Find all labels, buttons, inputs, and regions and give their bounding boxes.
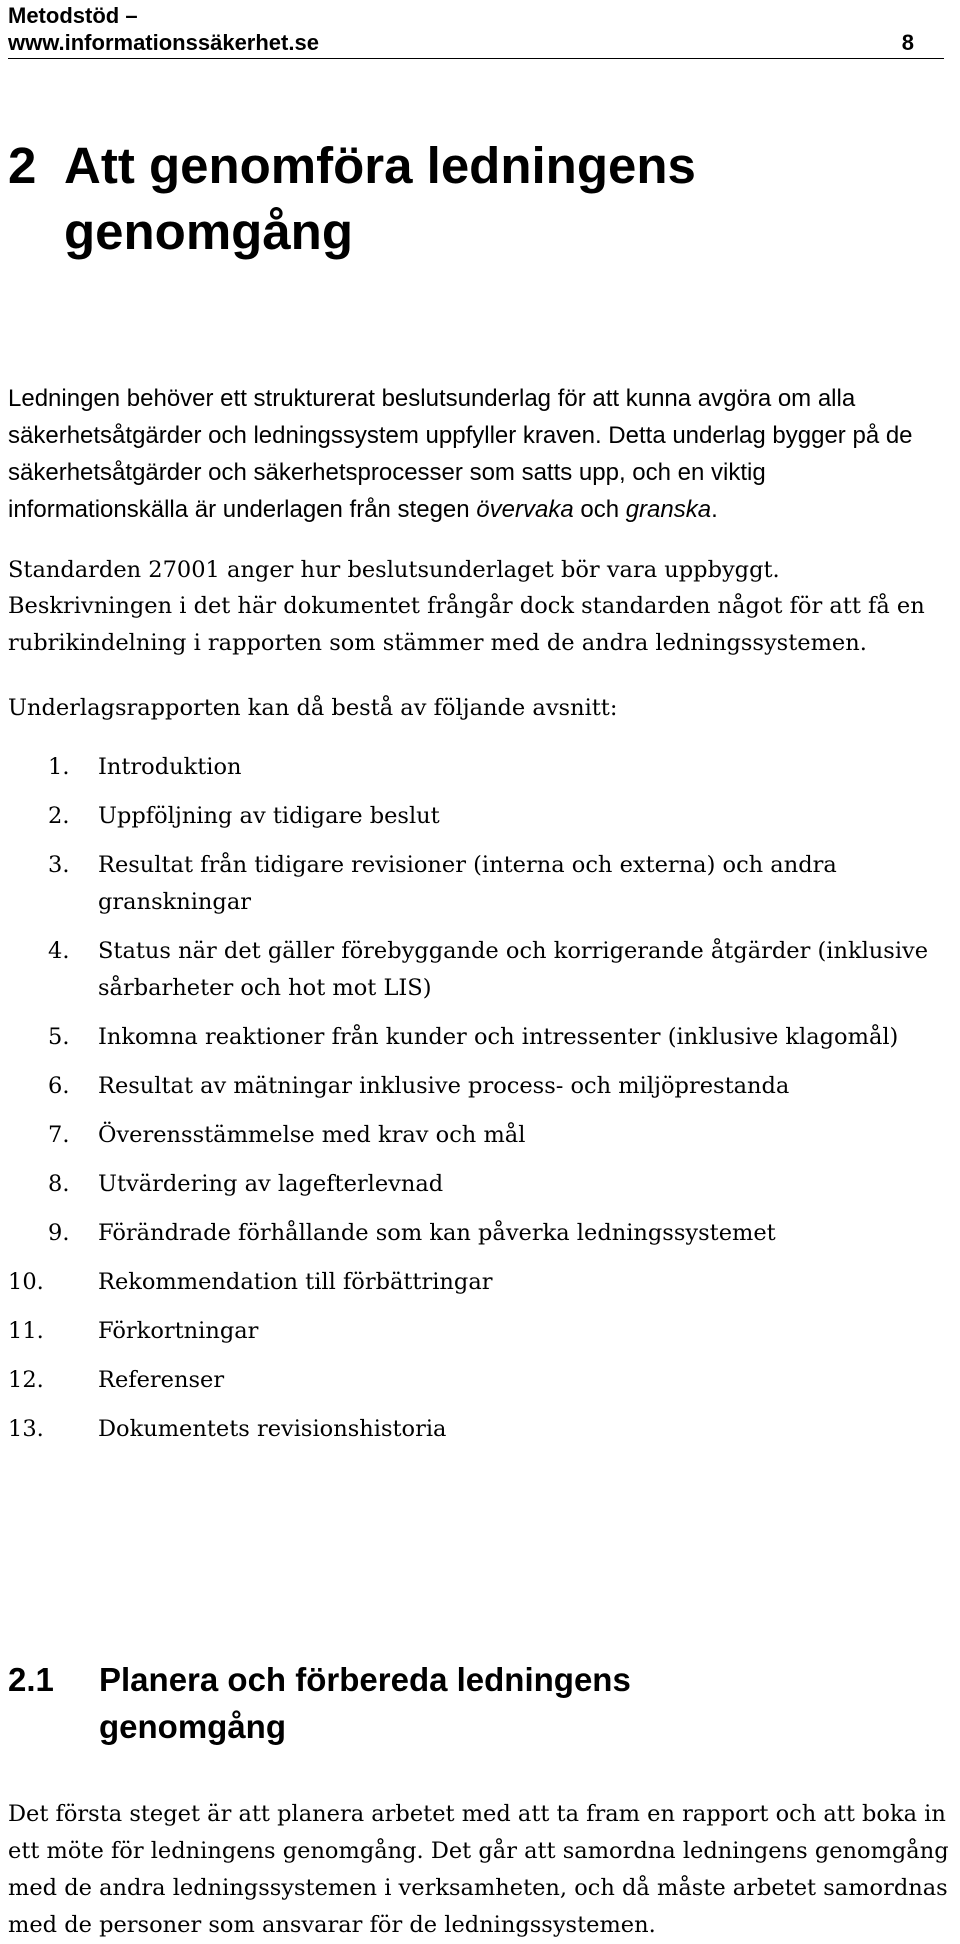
list-item-text: Resultat av mätningar inklusive process- och miljöprestanda (98, 1073, 790, 1099)
list-item-text: Uppföljning av tidigare beslut (98, 803, 440, 829)
list-item-text: Introduktion (98, 754, 242, 780)
section-heading-line-1 (8, 133, 948, 199)
list-item-text: Utvärdering av lagefterlevnad (98, 1171, 444, 1197)
list-item-text: Resultat från tidigare revisioner (interna och externa) och andra granskningar (98, 852, 837, 915)
list-item (8, 1166, 958, 1203)
header-site (8, 2, 319, 56)
list-item (8, 1264, 958, 1301)
list-item-text: Förändrade förhållande som kan påverka ledningssystemet (98, 1220, 776, 1246)
description-paragraph: Beskrivningen i det här dokumentet frångår dock standarden något för att få en rubrikindelning i rapporten som stämmer med de andra ledningssystemen. (8, 593, 925, 656)
emphasis-granska: granska (625, 496, 712, 523)
list-item-number: 13. (8, 1416, 44, 1442)
page-number: 8 (901, 30, 914, 55)
list-item-text: Status när det gäller förebyggande och korrigerande åtgärder (inklusive sårbarheter och hot mot LIS) (98, 938, 929, 1001)
section-number: 2 (8, 137, 37, 194)
subsection-heading (8, 1656, 948, 1750)
list-item (8, 1117, 958, 1154)
list-item-number: 11. (8, 1318, 44, 1344)
section-title-line-2: genomgång (64, 203, 353, 260)
intro-paragraph (8, 380, 948, 528)
intro-end: . (711, 496, 718, 523)
report-section-list (8, 749, 958, 1448)
subsection-number: 2.1 (8, 1661, 54, 1698)
list-item-text: Dokumentets revisionshistoria (98, 1416, 447, 1442)
list-item-text: Förkortningar (98, 1318, 259, 1344)
list-item-number: 10. (8, 1269, 44, 1295)
list-item-number: 9. (48, 1220, 70, 1246)
header-divider (8, 58, 944, 59)
planning-paragraph: Det första steget är att planera arbetet med att ta fram en rapport och att boka in ett möte för ledningens genomgång. Det går att samordna ledningens genomgång med de andra ledningssystemen i verksamheten, och då måste arbetet samordnas med de personer som ansvarar för de ledningssystemen. (8, 1801, 949, 1938)
list-item-number: 3. (48, 852, 70, 878)
list-item-text: Referenser (98, 1367, 225, 1393)
header-line-1: Metodstöd – (8, 3, 138, 28)
section-title-line-1: Att genomföra ledningens (64, 137, 696, 194)
list-item-number: 12. (8, 1367, 44, 1393)
list-item (8, 1068, 958, 1105)
list-item-number: 7. (48, 1122, 70, 1148)
list-item-text: Överensstämmelse med krav och mål (98, 1122, 526, 1148)
list-item (8, 1215, 958, 1252)
list-item-number: 5. (48, 1024, 70, 1050)
list-item (8, 847, 958, 921)
section-heading (8, 133, 948, 265)
list-item-number: 8. (48, 1171, 70, 1197)
list-item (8, 1411, 958, 1448)
intro-text: Ledningen behöver ett strukturerat beslutsunderlag för att kunna avgöra om alla säkerhetsåtgärder och ledningssystem uppfyller kraven. Detta underlag bygger på de säkerhetsåtgärder och säkerhetsprocesser som satts upp, och en viktig informationskälla är underlagen från stegen (8, 385, 913, 523)
standard-paragraph: Standarden 27001 anger hur beslutsunderlaget bör vara uppbyggt. (8, 557, 780, 583)
list-item (8, 1362, 958, 1399)
list-item-number: 6. (48, 1073, 70, 1099)
list-item (8, 933, 958, 1007)
page-header (8, 2, 948, 58)
list-item (8, 1019, 958, 1056)
report-sections-intro: Underlagsrapporten kan då bestå av följande avsnitt: (8, 695, 618, 721)
list-item-text: Inkomna reaktioner från kunder och intressenter (inklusive klagomål) (98, 1024, 899, 1050)
list-item-text: Rekommendation till förbättringar (98, 1269, 493, 1295)
intro-connector: och (573, 496, 626, 523)
list-item (8, 749, 958, 786)
header-url: www.informationssäkerhet.se (8, 30, 319, 55)
list-item (8, 798, 958, 835)
list-item (8, 1313, 958, 1350)
list-item-number: 2. (48, 803, 70, 829)
list-item-number: 4. (48, 938, 70, 964)
subsection-title-line-1: Planera och förbereda ledningens (99, 1661, 631, 1698)
list-item-number: 1. (48, 754, 70, 780)
emphasis-overvaka: övervaka (476, 496, 574, 523)
subsection-title-line-2: genomgång (99, 1708, 286, 1745)
